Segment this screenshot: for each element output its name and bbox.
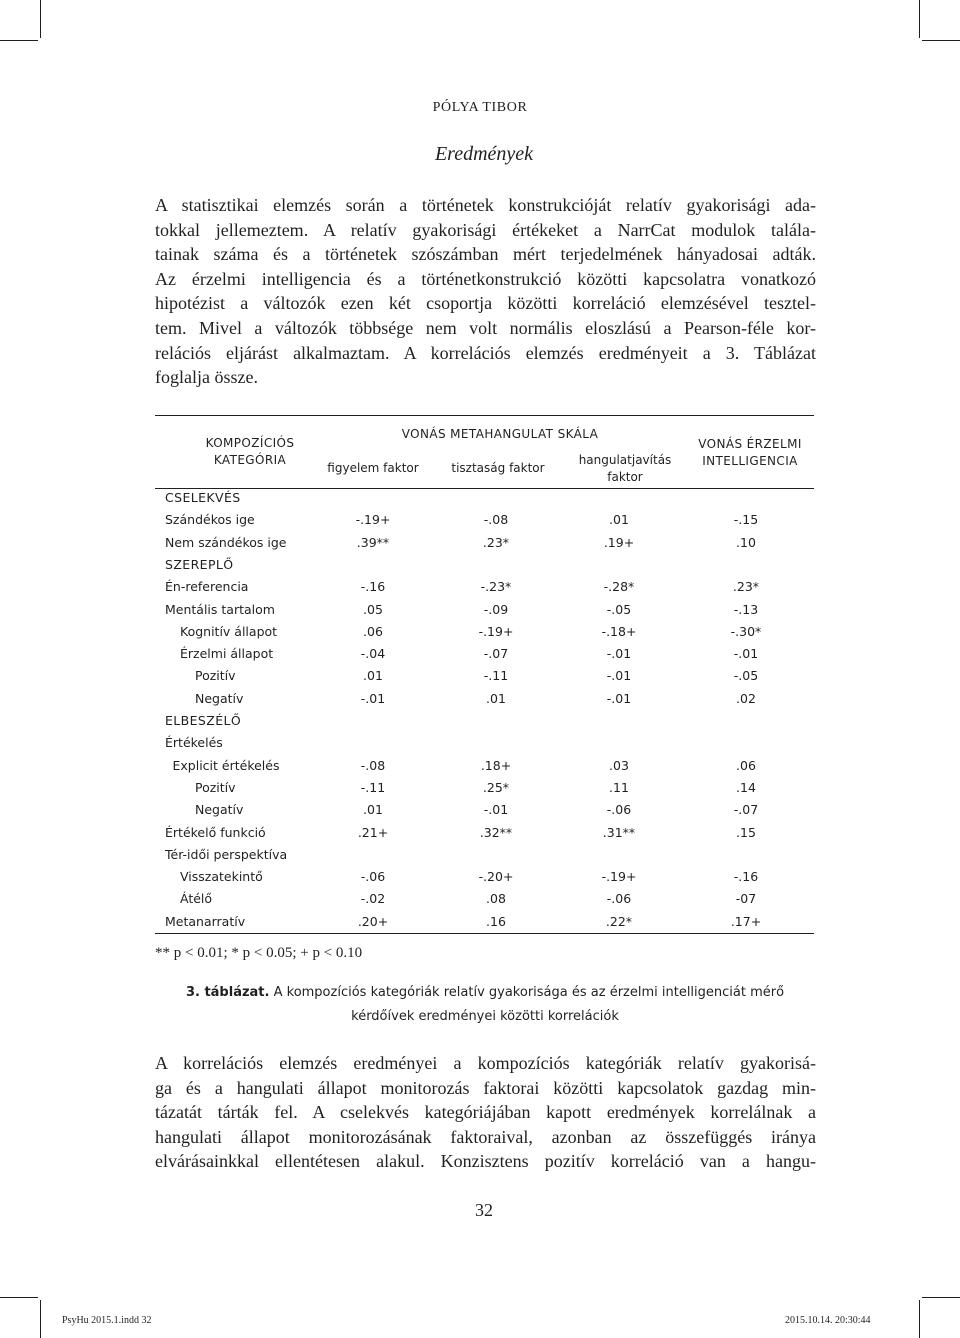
table-cell: .39** [356,534,390,550]
table-cell: .06 [736,757,756,773]
table-cell: -07 [735,891,757,907]
table-header-rule [155,488,814,489]
table-cell: .31** [602,824,636,840]
table-cell: -.01 [360,690,386,706]
table-cell: -.01 [606,690,632,706]
table-cell: -.16 [733,869,759,885]
table-cell: .20+ [357,913,389,929]
table-cell: -.06 [606,891,632,907]
intro-line: hipotézist a változók ezen két csoportja közötti korreláció elemzésével tesztel- [155,293,816,314]
table-caption [170,981,800,1029]
table-cell: .15 [736,824,756,840]
table-top-rule [155,415,814,416]
table-cell: -.28* [603,579,635,595]
table-cell: -.05 [606,601,632,617]
crop-mark-top-right-h [922,40,960,41]
col-header-tisztasag: tisztaság faktor [451,461,545,475]
row-label: Szándékos ige [165,512,255,528]
table-cell: .11 [609,779,629,795]
table-cell: .16 [486,913,506,929]
table-footnote: ** p < 0.01; * p < 0.05; + p < 0.10 [155,945,363,961]
col-header-figyelem: figyelem faktor [327,461,419,475]
col-header-group: VONÁS METAHANGULAT SKÁLA [401,427,599,441]
table-cell: -.19+ [478,623,514,639]
table-cell: -.30* [730,623,762,639]
col-header-hangulat: hangulatjavítás faktor [578,453,672,484]
outro-paragraph [155,1051,816,1174]
crop-mark-top-left [40,0,41,38]
row-label: SZEREPLŐ [165,556,234,572]
table-cell: .14 [736,779,756,795]
row-label: Én-referencia [165,579,249,595]
intro-line: tokkal jellemeztem. A relatív gyakorisági értékeket a NarrCat modulok talála- [155,219,816,240]
table-cell: .10 [736,534,756,550]
table-cell: .08 [486,891,506,907]
crop-mark-bottom-left [40,1300,41,1338]
row-label: CSELEKVÉS [165,490,241,505]
row-label: Explicit értékelés [172,757,280,773]
caption-text-2: kérdőívek eredményei közötti korrelációk [351,1009,619,1024]
row-label: Metanarratív [165,913,246,929]
caption-label: 3. táblázat. [185,985,270,1000]
table-cell: -.06 [606,802,632,818]
table-cell: -.02 [360,891,386,907]
running-head-author: PÓLYA TIBOR [432,100,528,115]
page-number: 32 [475,1200,493,1220]
table-cell: .05 [363,601,383,617]
row-label: Értékelő funkció [165,824,266,840]
table-cell: -.11 [360,779,386,795]
row-label: Tér-idői perspektíva [165,846,288,862]
row-label: Értékelés [165,735,223,751]
col-header-emotional-intelligence: VONÁS ÉRZELMI INTELLIGENCIA [698,437,802,468]
table-cell: -.01 [483,802,509,818]
table-cell: -.07 [733,802,759,818]
crop-mark-top-left-h [0,40,38,41]
slug-date: 2015.10.14. 20:30:44 [785,1315,871,1326]
table-cell: -.05 [733,668,759,684]
row-label: Visszatekintő [180,869,263,885]
table-cell: -.18+ [601,623,637,639]
row-label: Pozitív [195,668,236,684]
table-cell: .01 [363,668,383,684]
intro-line: Az érzelmi intelligencia és a történetkonstrukció közötti kapcsolatra vonatkozó [155,268,816,289]
crop-mark-top-right [919,0,920,38]
crop-mark-bottom-left-h [0,1297,38,1298]
table-cell: -.08 [360,757,386,773]
intro-line: tem. Mivel a változók többsége nem volt normális eloszlású a Pearson-féle kor- [155,317,816,338]
table-cell: .02 [736,690,756,706]
table-cell: .23* [482,534,510,550]
caption-text-1: A kompozíciós kategóriák relatív gyakorisága és az érzelmi intelligenciát mérő [269,985,785,1000]
table-cell: -.19+ [355,512,391,528]
table-cell: .22* [605,913,633,929]
row-label: Pozitív [195,779,236,795]
table-cell: -.16 [360,579,386,595]
table-cell: -.01 [606,646,632,662]
table-cell: .25* [482,779,510,795]
table-cell: -.15 [733,512,759,528]
outro-line: hangulati állapot monitorozásának faktoraival, azonban az összefüggés iránya [155,1126,816,1147]
intro-line: A statisztikai elemzés során a történetek konstrukcióját relatív gyakorisági ada- [155,195,816,215]
intro-paragraph [155,193,816,390]
table-cell: -.11 [483,668,509,684]
table-cell: .03 [609,757,629,773]
table-cell: -.19+ [601,869,637,885]
row-label: Átélő [180,891,213,907]
intro-line: relációs eljárást alkalmaztam. A korrelációs elemzés eredményeit a 3. Táblázat [155,342,816,363]
outro-line: ga és a hangulati állapot monitorozás faktorai közötti kapcsolatok gazdag min- [155,1077,816,1098]
table-cell: -.09 [483,601,509,617]
table-cell: -.07 [483,646,509,662]
row-label: Kognitív állapot [180,623,278,639]
intro-line: tainak száma és a történetek szószámban mért terjedelmének hányadosai adták. [155,244,816,265]
table-cell: .32** [479,824,513,840]
outro-line: elvárásainkkal ellentétesen alakul. Konzisztens pozitív korreláció van a hangu- [155,1151,816,1172]
table-cell: -.01 [733,646,759,662]
col-header-category: KOMPOZÍCIÓS KATEGÓRIA [205,436,295,467]
table-cell: .23* [732,579,760,595]
table-cell: .17+ [730,913,762,929]
table-cell: -.23* [480,579,512,595]
row-label: Negatív [195,690,244,706]
table-cell: .01 [609,512,629,528]
slug-file: PsyHu 2015.1.indd 32 [62,1315,152,1326]
outro-line: tázatát tárták fel. A cselekvés kategóriájában kapott eredmények korrelálnak a [155,1102,816,1123]
table-cell: .01 [486,690,506,706]
row-label: ELBESZÉLŐ [165,713,242,728]
table-cell: -.04 [360,646,386,662]
row-label: Nem szándékos ige [165,534,287,550]
table-bottom-rule [155,933,814,934]
row-label: Negatív [195,802,244,818]
crop-mark-bottom-right-h [922,1297,960,1298]
outro-line: A korrelációs elemzés eredményei a kompozíciós kategóriák relatív gyakorisá- [155,1053,816,1073]
row-label: Mentális tartalom [165,601,275,617]
table-cell: .19+ [603,534,635,550]
row-label: Érzelmi állapot [180,646,274,662]
table-cell: .18+ [480,757,512,773]
table-cell: .21+ [357,824,389,840]
intro-line: foglalja össze. [155,367,258,388]
table-cell: -.06 [360,869,386,885]
table-cell: .01 [363,802,383,818]
table-cell: -.01 [606,668,632,684]
section-title: Eredmények [434,143,534,165]
crop-mark-bottom-right [919,1300,920,1338]
table-cell: -.08 [483,512,509,528]
table-cell: -.20+ [478,869,514,885]
table-cell: -.13 [733,601,759,617]
table-cell: .06 [363,623,383,639]
